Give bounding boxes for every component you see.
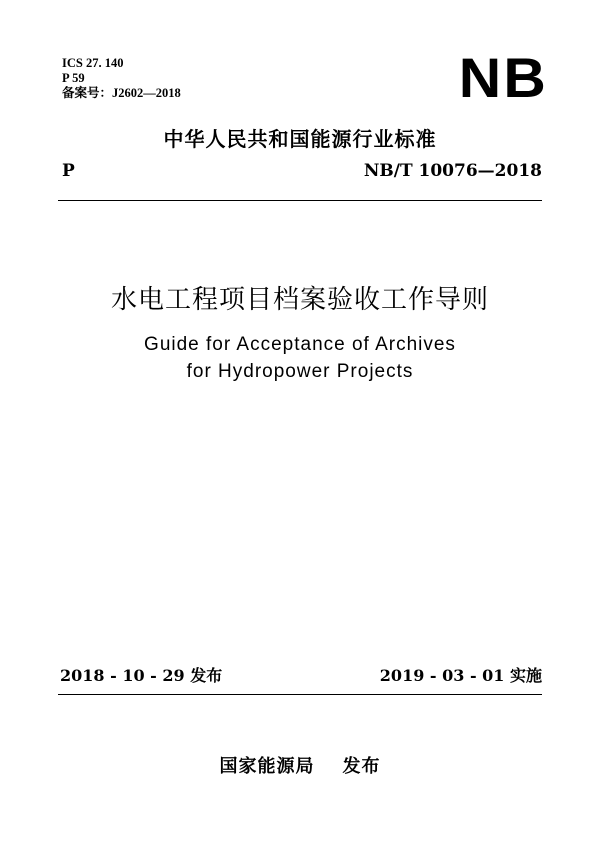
org-title: 中华人民共和国能源行业标准 — [163, 127, 437, 151]
issuer-name: 国家能源局 — [219, 756, 315, 777]
document-title-cn: 水电工程项目档案验收工作导则 — [110, 285, 489, 315]
issuer-line — [0, 755, 600, 779]
classification-code: P — [62, 161, 75, 181]
filing-number: 备案号：J2602—2018 — [62, 86, 181, 100]
issue-date: 2018 - 10 - 29 发布 — [60, 666, 223, 685]
issuer-action: 发布 — [342, 756, 381, 777]
document-title-en-line1: Guide for Acceptance of Archives — [144, 334, 456, 355]
standard-number: NB/T 10076—2018 — [363, 161, 542, 181]
ccs-code: P 59 — [62, 71, 85, 85]
footer-divider — [58, 694, 542, 695]
document-title-en-line2: for Hydropower Projects — [186, 361, 414, 382]
implementation-date: 2019 - 03 - 01 实施 — [379, 666, 542, 685]
header-divider — [58, 200, 542, 201]
ics-code: ICS 27. 140 — [62, 56, 124, 70]
nb-logo: NB — [458, 46, 548, 109]
